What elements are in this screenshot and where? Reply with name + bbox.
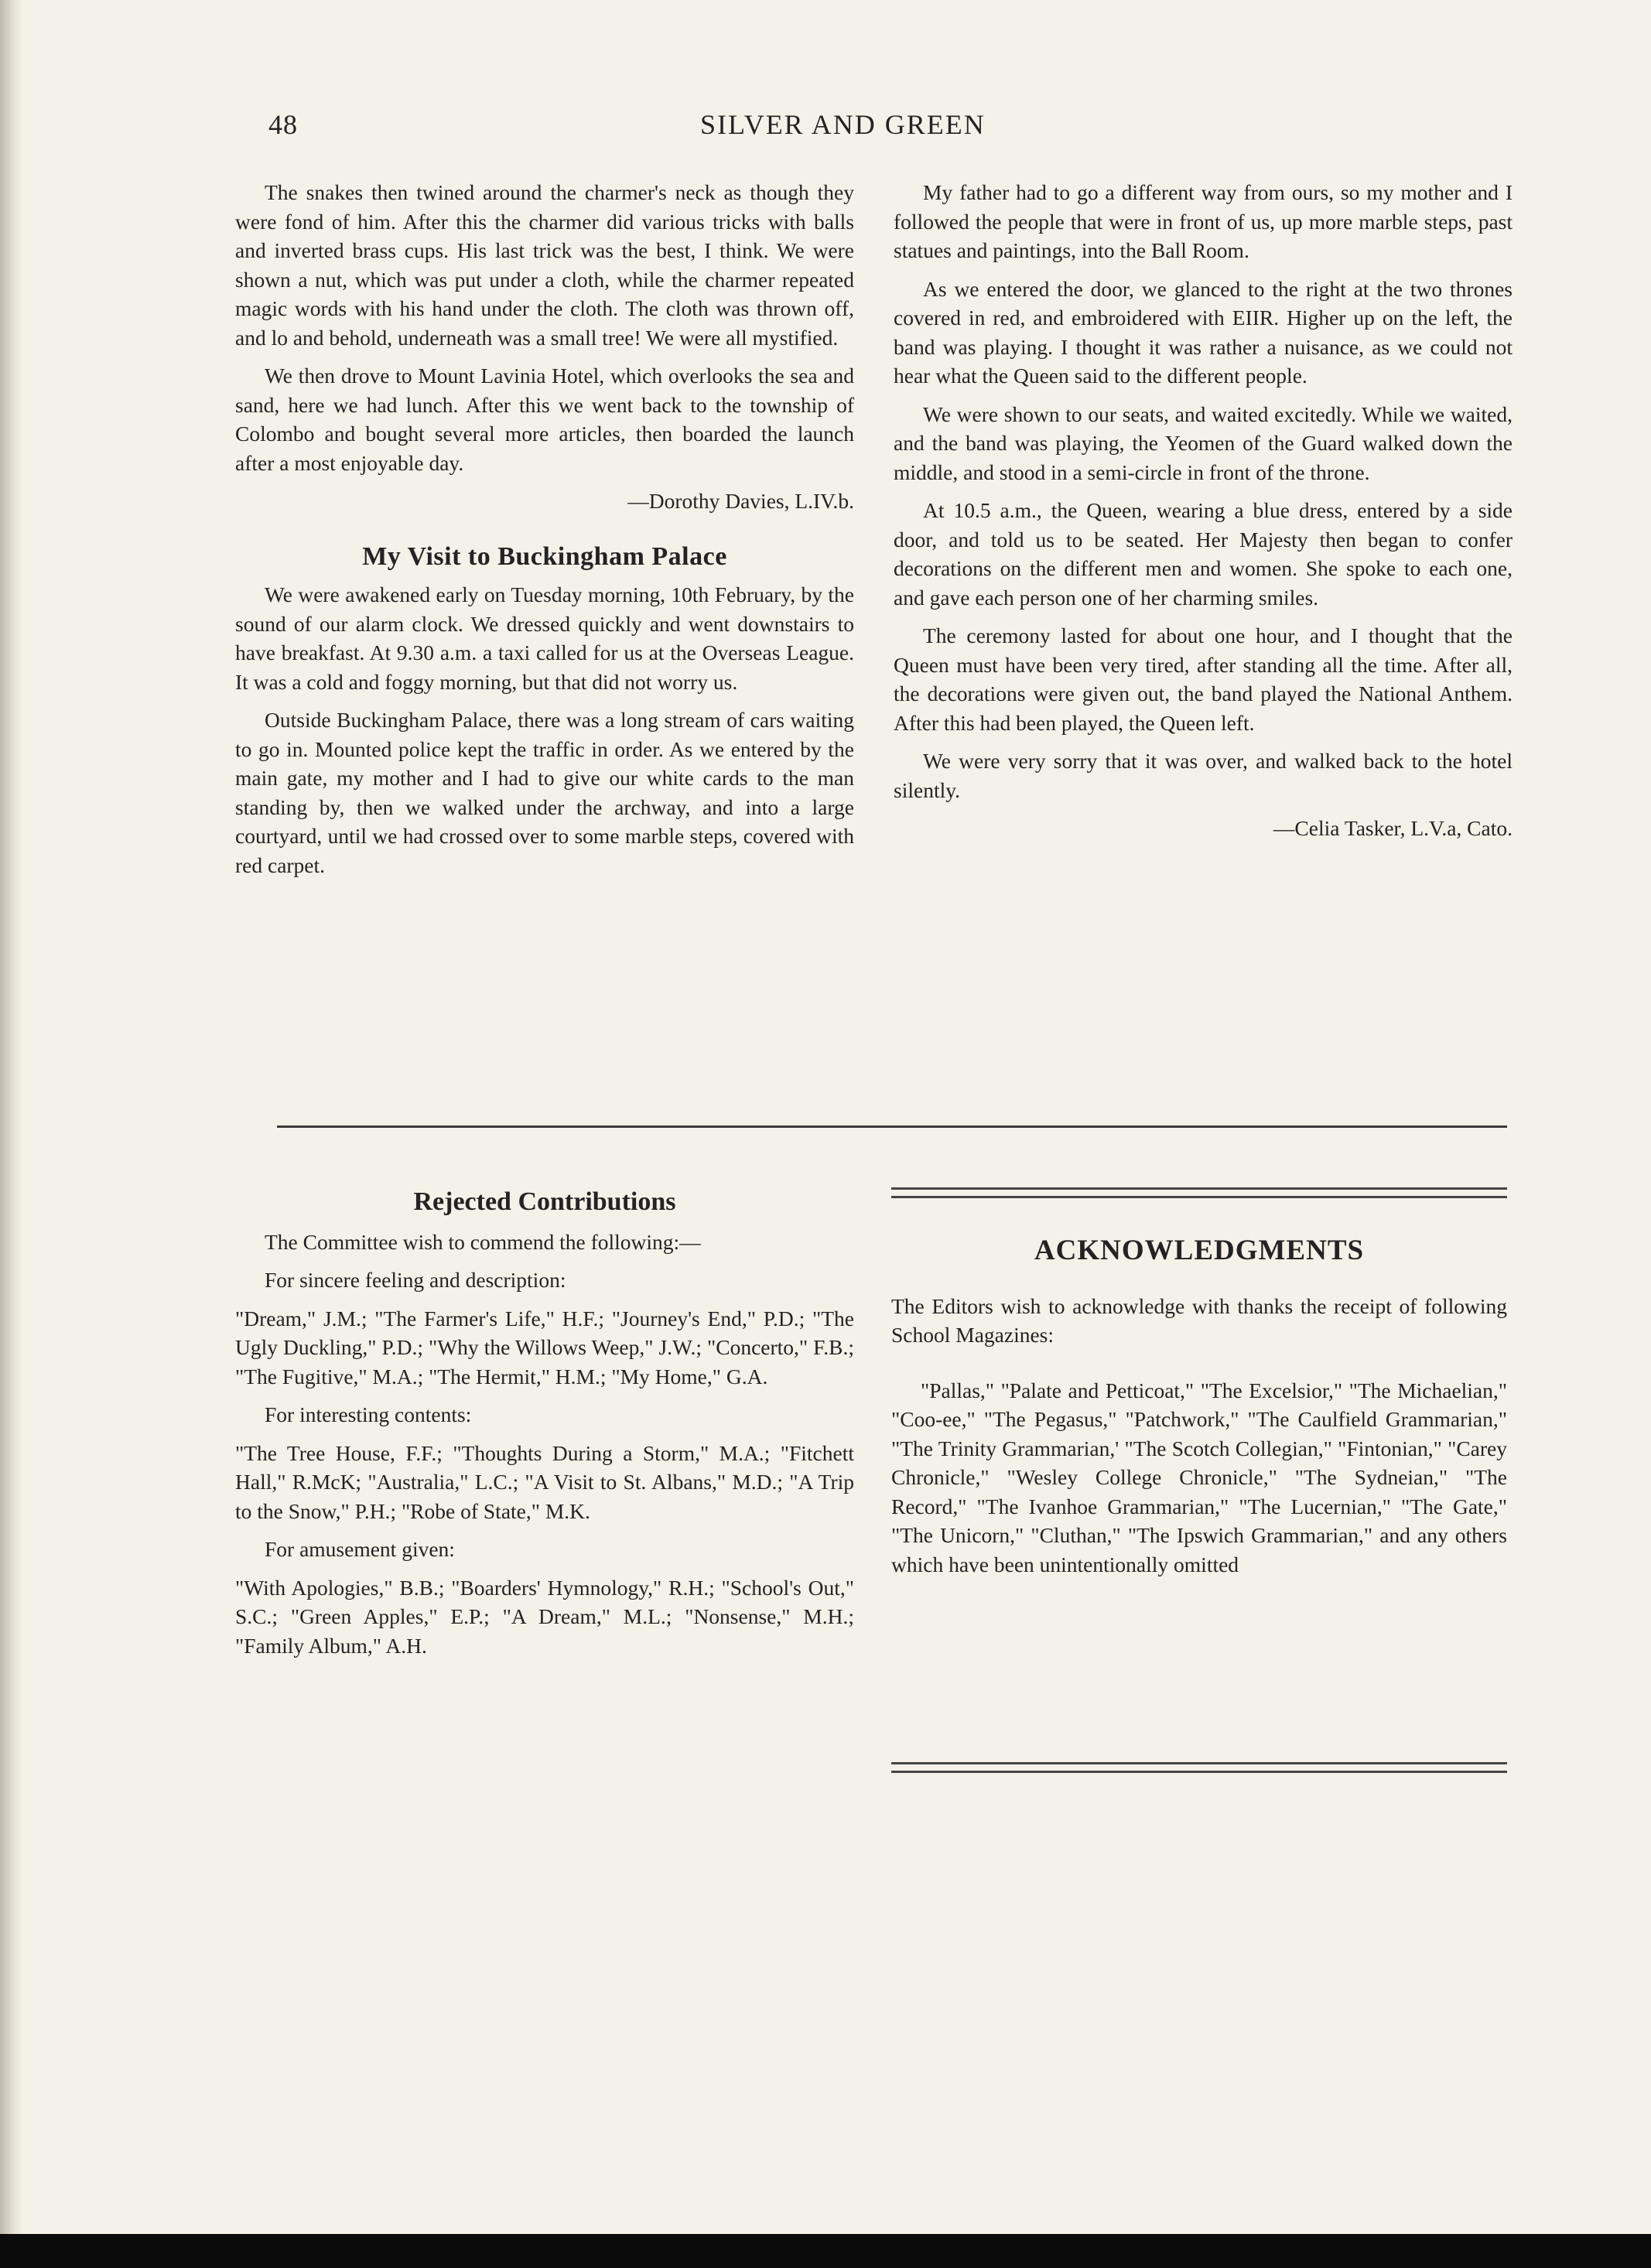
snake-charmer-paragraph: The snakes then twined around the charmer's neck as though they were fond of him. After this the charmer did various tricks with balls and inverted brass cups. His last trick was the best, I think. We were shown a nut, which was put under a cloth, while the charmer repeated magic words with his hand under the cloth. The cloth was thrown off, and lo and behold, underneath was a small tree! We were all mystified.: [235, 180, 854, 350]
double-rule-top: [891, 1187, 1507, 1198]
rejected-intro: The Committee wish to commend the following:—: [265, 1229, 701, 1254]
palace-gate-paragraph: Outside Buckingham Palace, there was a long stream of cars waiting to go in. Mounted police kept the traffic in order. As we entered by the main gate, my mother and I had to give our white cards to the man standing by, then we walked under the archway, and into a large courtyard, until we had crossed over to some marble steps, covered with red carpet.: [235, 708, 854, 877]
interesting-contents-heading: For interesting contents:: [265, 1402, 472, 1426]
right-column: [894, 178, 1513, 852]
running-title: SILVER AND GREEN: [700, 109, 986, 140]
queen-entry-paragraph: At 10.5 a.m., the Queen, wearing a blue dress, entered by a side door, and told us to be seated. Her Majesty then began to confer decorations on the different men and women. She spoke to each one, and gave each person one of her charming smiles.: [894, 498, 1513, 610]
thrones-paragraph: As we entered the door, we glanced to the right at the two thrones covered in red, and embroidered with EIIR. Higher up on the left, the band was playing. I thought it was rather a nuisance, as we could not hear what the Queen said to the different people.: [894, 276, 1513, 388]
mount-lavinia-paragraph: We then drove to Mount Lavinia Hotel, which overlooks the sea and sand, here we had lunch. After this we went back to the township of Colombo and bought several more articles, then boarded the launch after a most enjoyable day.: [235, 364, 854, 475]
yeomen-paragraph: We were shown to our seats, and waited excitedly. While we waited, and the band was playing, the Yeomen of the Guard walked down the middle, and stood in a semi-circle in front of the throne.: [894, 401, 1513, 484]
magazines-list: "Pallas," "Palate and Petticoat," "The Excelsior," "The Michaelian," "Coo-ee," "The Pegasus," "Patchwork," "The Caulfield Grammarian," "The Trinity Grammarian,' "The Scotch Collegian," "Fintonian," "Carey Chronicle," "Wesley College Chronicle," "The Sydneian," "The Record," "The Ivanhoe Grammarian," "The Lucernian," "The Gate," "The Unicorn," "Cluthan," "The Ipswich Grammarian," and any others which have been unintentionally omitted: [891, 1378, 1507, 1576]
section-divider: [277, 1125, 1507, 1128]
ceremony-paragraph: The ceremony lasted for about one hour, and I thought that the Queen must have been very tired, after standing all the time. After all, the decorations were given out, the band played the National Anthem. After this had been played, the Queen left.: [894, 623, 1513, 735]
sincere-feeling-heading: For sincere feeling and description:: [265, 1268, 566, 1292]
signature-celia-tasker: —Celia Tasker, L.V.a, Cato.: [1273, 816, 1513, 840]
amusement-list: "With Apologies," B.B.; "Boarders' Hymnology," R.H.; "School's Out," S.C.; "Green Apples," E.P.; "A Dream," M.L.; "Nonsense," M.H.; "Family Album," A.H.: [235, 1575, 854, 1658]
left-column: [235, 178, 854, 889]
acknowledgments-intro: The Editors wish to acknowledge with thanks the receipt of following School Magazines:: [891, 1293, 1507, 1347]
rejected-title: Rejected Contributions: [413, 1187, 676, 1216]
amusement-heading: For amusement given:: [265, 1537, 455, 1561]
sorry-paragraph: We were very sorry that it was over, and walked back to the hotel silently.: [894, 749, 1513, 802]
ball-room-paragraph: My father had to go a different way from ours, so my mother and I followed the people that were in front of us, up more marble steps, past statues and paintings, into the Ball Room.: [894, 180, 1513, 262]
acknowledgments: [891, 1236, 1507, 1588]
double-rule-bottom: [891, 1762, 1507, 1773]
awakened-paragraph: We were awakened early on Tuesday morning, 10th February, by the sound of our alarm clock. We dressed quickly and went downstairs to have breakfast. At 9.30 a.m. a taxi called for us at the Overseas League. It was a cold and foggy morning, but that did not worry us.: [235, 582, 854, 694]
sincere-feeling-list: "Dream," J.M.; "The Farmer's Life," H.F.; "Journey's End," P.D.; "The Ugly Duckling," P.D.; "Why the Willows Weep," J.W.; "Concerto," F.B.; "The Fugitive," M.A.; "The Hermit," H.M.; "My Home," G.A.: [235, 1306, 854, 1388]
signature-dorothy-davies: —Dorothy Davies, L.IV.b.: [627, 489, 854, 513]
page-number: 48: [268, 109, 298, 140]
interesting-contents-list: "The Tree House, F.F.; "Thoughts During a Storm," M.A.; "Fitchett Hall," R.McK; "Australia," L.C.; "A Visit to St. Albans," M.D.; "A Trip to the Snow," P.H.; "Robe of State," M.K.: [235, 1440, 854, 1523]
book-spine-shadow: [0, 0, 23, 2268]
acknowledgments-title: ACKNOWLEDGMENTS: [1034, 1235, 1365, 1266]
article-title: My Visit to Buckingham Palace: [362, 541, 727, 571]
rejected-contributions: [235, 1187, 854, 1669]
scan-edge-band: [0, 2234, 1651, 2268]
